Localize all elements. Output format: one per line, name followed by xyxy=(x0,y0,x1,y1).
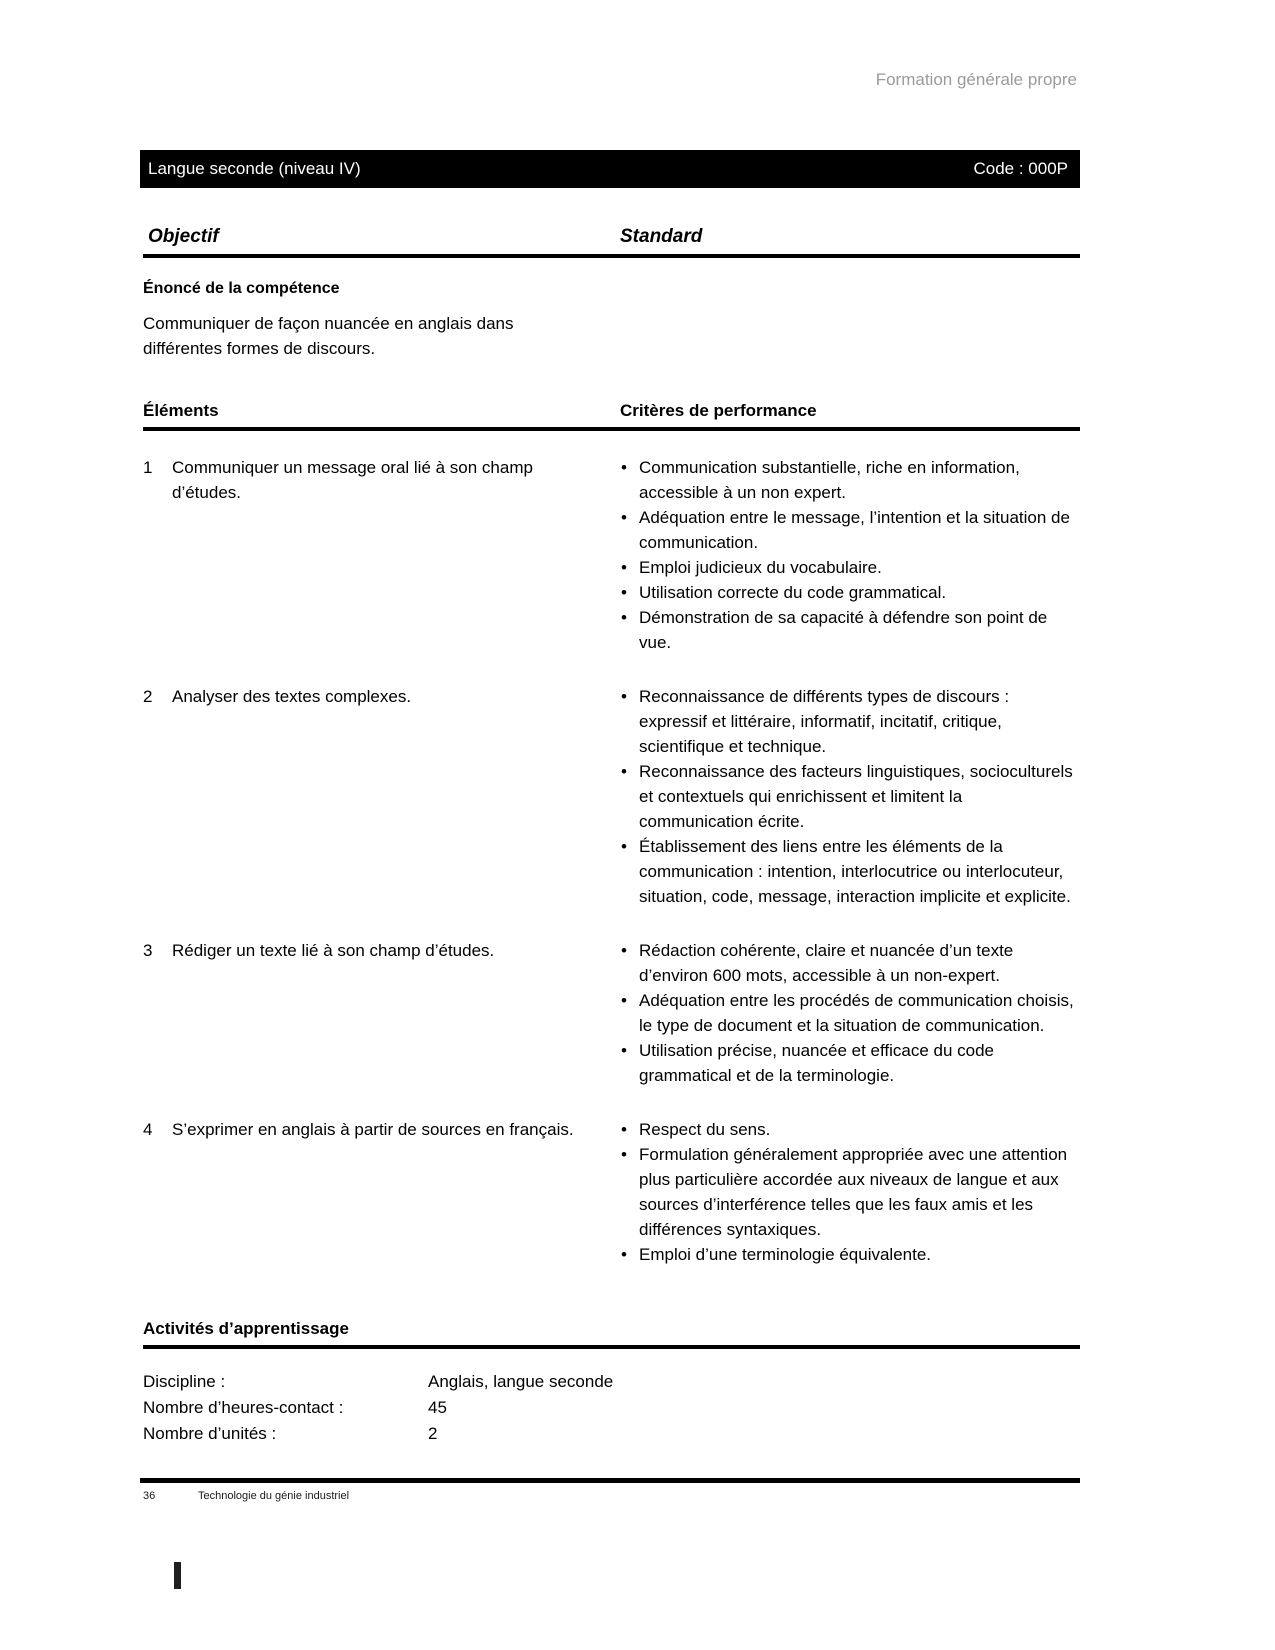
standard-heading: Standard xyxy=(620,226,703,247)
criterion-item: • Utilisation précise, nuancée et efficace du code grammatical et de la terminologie. xyxy=(620,1038,1080,1088)
criteria-list xyxy=(620,938,1080,1088)
element-text: Analyser des textes complexes. xyxy=(172,687,412,706)
activities-heading: Activités d’apprentissage xyxy=(143,1319,349,1338)
element-text: Rédiger un texte lié à son champ d’études. xyxy=(172,941,495,960)
criterion-item: • Utilisation correcte du code grammatical. xyxy=(620,580,1080,605)
criterion-item: • Reconnaissance de différents types de discours : expressif et littéraire, informatif, incitatif, critique, scientifique et technique. xyxy=(620,684,1080,759)
running-header: Formation générale propre xyxy=(875,70,1077,89)
table-row xyxy=(143,684,1080,909)
page-footer xyxy=(143,1490,1083,1502)
activities-divider xyxy=(143,1345,1080,1349)
page-edge-mark xyxy=(174,1562,181,1589)
element-text: Communiquer un message oral lié à son champ d’études. xyxy=(172,458,533,502)
criteria-cell xyxy=(620,938,1080,1088)
field-value: 2 xyxy=(428,1424,438,1443)
field-label: Discipline : xyxy=(143,1372,226,1391)
field-label: Nombre d’unités : xyxy=(143,1424,277,1443)
criterion-item: • Formulation généralement appropriée avec une attention plus particulière accordée aux niveaux de langue et aux sources d’interférence telles que les faux amis et les différences syntaxiques. xyxy=(620,1142,1080,1242)
table-row xyxy=(143,938,1080,1088)
main-content xyxy=(143,188,1080,1447)
criteria-header: Critères de performance xyxy=(620,401,817,420)
element-number: 4 xyxy=(143,1120,153,1139)
field-value: Anglais, langue seconde xyxy=(428,1372,614,1391)
criterion-item: • Adéquation entre les procédés de communication choisis, le type de document et la situation de communication. xyxy=(620,988,1080,1038)
criteria-cell xyxy=(620,684,1080,909)
element-number: 2 xyxy=(143,687,153,706)
elements-header: Éléments xyxy=(143,401,219,420)
element-number: 1 xyxy=(143,458,153,477)
criteria-cell xyxy=(620,455,1080,655)
competence-text: Communiquer de façon nuancée en anglais dans différentes formes de discours. xyxy=(143,314,514,358)
criteria-cell xyxy=(620,1117,1080,1267)
footer-divider-wrap xyxy=(140,1478,1080,1483)
course-code: Code : 000P xyxy=(973,159,1068,178)
criterion-item: • Emploi judicieux du vocabulaire. xyxy=(620,555,1080,580)
element-cell xyxy=(143,1117,620,1267)
field-row xyxy=(143,1395,1080,1421)
criterion-item: • Reconnaissance des facteurs linguistiques, socioculturels et contextuels qui enrichissent et limitent la communication écrite. xyxy=(620,759,1080,834)
table-divider xyxy=(143,427,1080,431)
activities-fields xyxy=(143,1369,1080,1447)
footer-divider xyxy=(140,1478,1080,1483)
criterion-item: • Adéquation entre le message, l’intention et la situation de communication. xyxy=(620,505,1080,555)
course-title-bar xyxy=(140,150,1080,188)
field-row xyxy=(143,1421,1080,1447)
course-title: Langue seconde (niveau IV) xyxy=(148,159,361,178)
footer-program-title: Technologie du génie industriel xyxy=(198,1490,350,1502)
field-row xyxy=(143,1369,1080,1395)
criterion-item: • Établissement des liens entre les éléments de la communication : intention, interlocutrice ou interlocuteur, situation, code, message, interaction implicite et explicite. xyxy=(620,834,1080,909)
field-value: 45 xyxy=(428,1398,447,1417)
field-label: Nombre d’heures-contact : xyxy=(143,1398,344,1417)
criterion-item: • Démonstration de sa capacité à défendre son point de vue. xyxy=(620,605,1080,655)
table-row xyxy=(143,455,1080,655)
page-number: 36 xyxy=(143,1490,156,1502)
table-headers xyxy=(143,401,1080,421)
elements-table xyxy=(143,455,1080,1267)
section-divider xyxy=(143,254,1080,258)
element-cell xyxy=(143,938,620,1088)
criterion-item: • Communication substantielle, riche en information, accessible à un non expert. xyxy=(620,455,1080,505)
section-headers xyxy=(143,226,1080,248)
element-cell xyxy=(143,684,620,909)
objectif-heading: Objectif xyxy=(148,226,219,247)
table-row xyxy=(143,1117,1080,1267)
element-cell xyxy=(143,455,620,655)
criterion-item: • Rédaction cohérente, claire et nuancée d’un texte d’environ 600 mots, accessible à un non-expert. xyxy=(620,938,1080,988)
criteria-list xyxy=(620,455,1080,655)
competence-heading: Énoncé de la compétence xyxy=(143,280,340,297)
element-number: 3 xyxy=(143,941,153,960)
element-text: S’exprimer en anglais à partir de sources en français. xyxy=(172,1120,574,1139)
criterion-item: • Emploi d’une terminologie équivalente. xyxy=(620,1242,1080,1267)
criteria-list xyxy=(620,1117,1080,1267)
criteria-list xyxy=(620,684,1080,909)
criterion-item: • Respect du sens. xyxy=(620,1117,1080,1142)
